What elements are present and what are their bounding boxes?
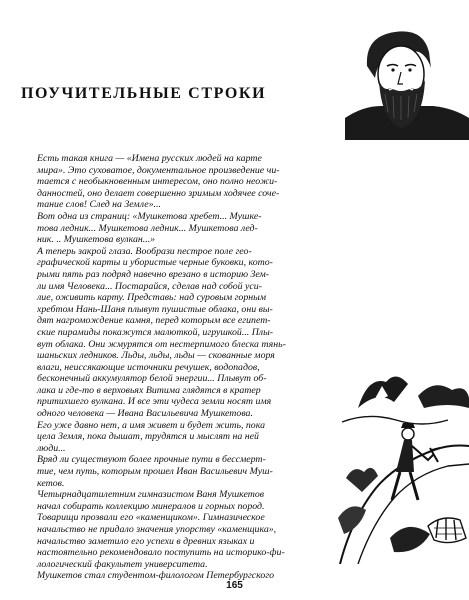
text-line: хребтом Нань-Шаня плывут пушистые облака, они вы- (37, 303, 273, 315)
text-line: дят нагромождение камня, перед которым все египет- (37, 315, 271, 327)
text-line: графической карты и убористые черные буковки, кото- (37, 257, 273, 269)
text-line: рыми пять раз подряд навечно врезано в историю Зем- (37, 268, 270, 280)
article-title: ПОУЧИТЕЛЬНЫЕ СТРОКИ (21, 85, 267, 102)
text-line: начал собирать коллекцию минералов и горных пород. (37, 500, 265, 512)
text-line: одного человека — Ивана Васильевича Мушкетова. (37, 408, 253, 420)
text-line: Мушкетов стал студентом-филологом Петербургского (37, 570, 275, 582)
text-line: вут облака. Они жмурятся от нестерпимого блеска тянь- (37, 338, 286, 350)
text-line: бесконечный аккумулятор белой энергии... Плывут об- (37, 373, 267, 385)
text-line: Его уже давно нет, а имя живет и будет жить, пока (37, 419, 266, 431)
text-line: тие, чем путь, которым прошел Иван Васильевич Муш- (37, 466, 273, 478)
text-line: шаньских ледников. Льды, льды, льды — скованные моря (37, 350, 275, 362)
text-line: А теперь закрой глаза. Вообрази пестрое поле гео- (37, 245, 252, 257)
portrait-image (345, 22, 469, 140)
hiker-illustration (338, 368, 469, 564)
text-line: лие, оживить карту. Представь: над суровым горным (37, 292, 267, 304)
text-line: мира». Это суховатое, документальное произведение чи- (37, 164, 280, 176)
text-line: това ледник... Мушкетова ледник... Мушкетова лед- (37, 222, 258, 234)
article-text (37, 153, 344, 582)
text-line: данностей, оно делает совершенно зримым ходячее соче- (37, 187, 280, 199)
text-line: лака и где-то в верховьях Витима глядятся в кратер (37, 384, 261, 396)
text-line: люди... (37, 442, 66, 454)
text-line: Есть такая книга — «Имена русских людей на карте (37, 153, 262, 164)
text-line: ли имя Человека... Постарайся, сделав над собой уси- (37, 280, 262, 292)
text-line: начальство заметило его успехи в древних языках и (37, 535, 255, 547)
text-line: притихшего вулкана. И все эти чудеса земли носят имя (37, 396, 272, 408)
text-line: лологический факультет университета. (37, 558, 208, 570)
text-line: начальство не придало значения упорству «каменщика», (37, 524, 277, 535)
text-line: влаги, неиссякающие источники речушек, водопадов, (37, 361, 260, 373)
text-line: цела Земля, пока дышат, трудятся и мыслят на ней (37, 431, 259, 443)
text-line: Вряд ли существуют более прочные пути в бессмерт- (37, 454, 266, 466)
page-number: 165 (226, 580, 243, 591)
text-line: Товарищи прозвали его «каменщиком». Гимназическое (37, 512, 265, 524)
text-line: настоятельно рекомендовало поступить на историко-фи- (37, 547, 285, 559)
text-line: Вот одна из страниц: «Мушкетова хребет... Мушке- (37, 210, 262, 222)
text-line: ник. .. Мушкетова вулкан...» (37, 234, 156, 246)
text-line: Четырнадцатилетним гимназистом Ваня Мушкетов (37, 489, 265, 501)
text-line: тание слов! След на Земле»... (37, 199, 161, 211)
text-line: тается с необыкновенным интересом, оно полно неожи- (37, 176, 278, 188)
text-line: кетов. (37, 477, 65, 489)
text-line: ские пирамиды покажутся малюткой, игрушкой... Плы- (37, 326, 274, 338)
